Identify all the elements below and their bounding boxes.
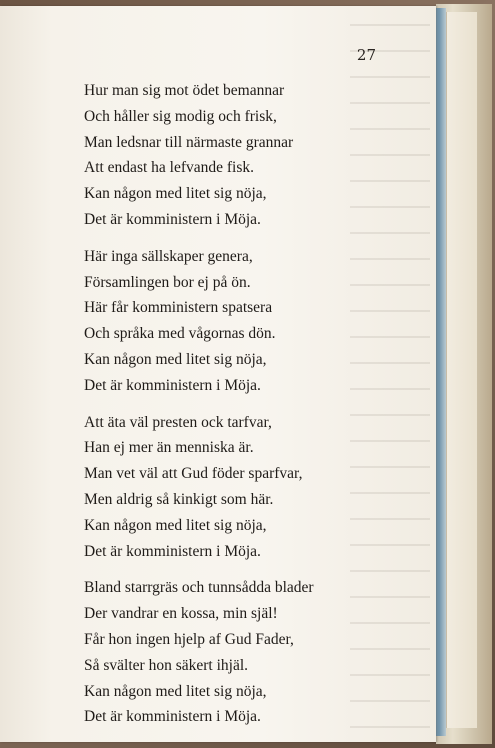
- poem-line: Får hon ingen hjelp af Gud Fader,: [84, 630, 294, 648]
- poem-line: Man vet väl att Gud föder sparfvar,: [84, 465, 303, 483]
- page-number: 27: [356, 46, 376, 64]
- poem-line: Kan någon med litet sig nöja,: [84, 350, 267, 368]
- poem: [84, 78, 314, 741]
- poem-line: Kan någon med litet sig nöja,: [84, 682, 267, 700]
- stanza-2: [84, 244, 314, 399]
- poem-line: Att äta väl presten ock tarfvar,: [84, 413, 272, 431]
- under-page: [446, 12, 477, 728]
- poem-line: Kan någon med litet sig nöja,: [84, 185, 267, 203]
- poem-line: Församlingen bor ej på ön.: [84, 273, 251, 291]
- stanza-1: [84, 78, 314, 233]
- poem-line: Der vandrar en kossa, min själ!: [84, 605, 278, 623]
- poem-line: Här får komministern spatsera: [84, 299, 273, 317]
- poem-line: Så svälter hon säkert ihjäl.: [84, 656, 248, 674]
- poem-line: Det är komministern i Möja.: [84, 708, 261, 726]
- poem-line: Kan någon med litet sig nöja,: [84, 516, 267, 534]
- poem-line: Bland starrgräs och tunnsådda blader: [84, 579, 314, 597]
- poem-line: Men aldrig så kinkigt som här.: [84, 490, 274, 508]
- poem-line: Det är komministern i Möja.: [84, 210, 261, 228]
- stanza-4: [84, 575, 314, 730]
- book-page: [0, 6, 436, 742]
- poem-line: Och håller sig modig och frisk,: [84, 107, 277, 125]
- poem-line: Hur man sig mot ödet bemannar: [84, 82, 285, 99]
- poem-line: Det är komministern i Möja.: [84, 376, 261, 394]
- show-through-text: [350, 6, 430, 742]
- poem-line: Och språka med vågornas dön.: [84, 325, 276, 343]
- poem-line: Man ledsnar till närmaste grannar: [84, 133, 294, 151]
- poem-line: Här inga sällskaper genera,: [84, 247, 253, 265]
- stanza-3: [84, 410, 314, 565]
- poem-line: Han ej mer än menniska är.: [84, 439, 254, 457]
- poem-line: Att endast ha lefvande fisk.: [84, 159, 255, 177]
- poem-line: Det är komministern i Möja.: [84, 542, 261, 560]
